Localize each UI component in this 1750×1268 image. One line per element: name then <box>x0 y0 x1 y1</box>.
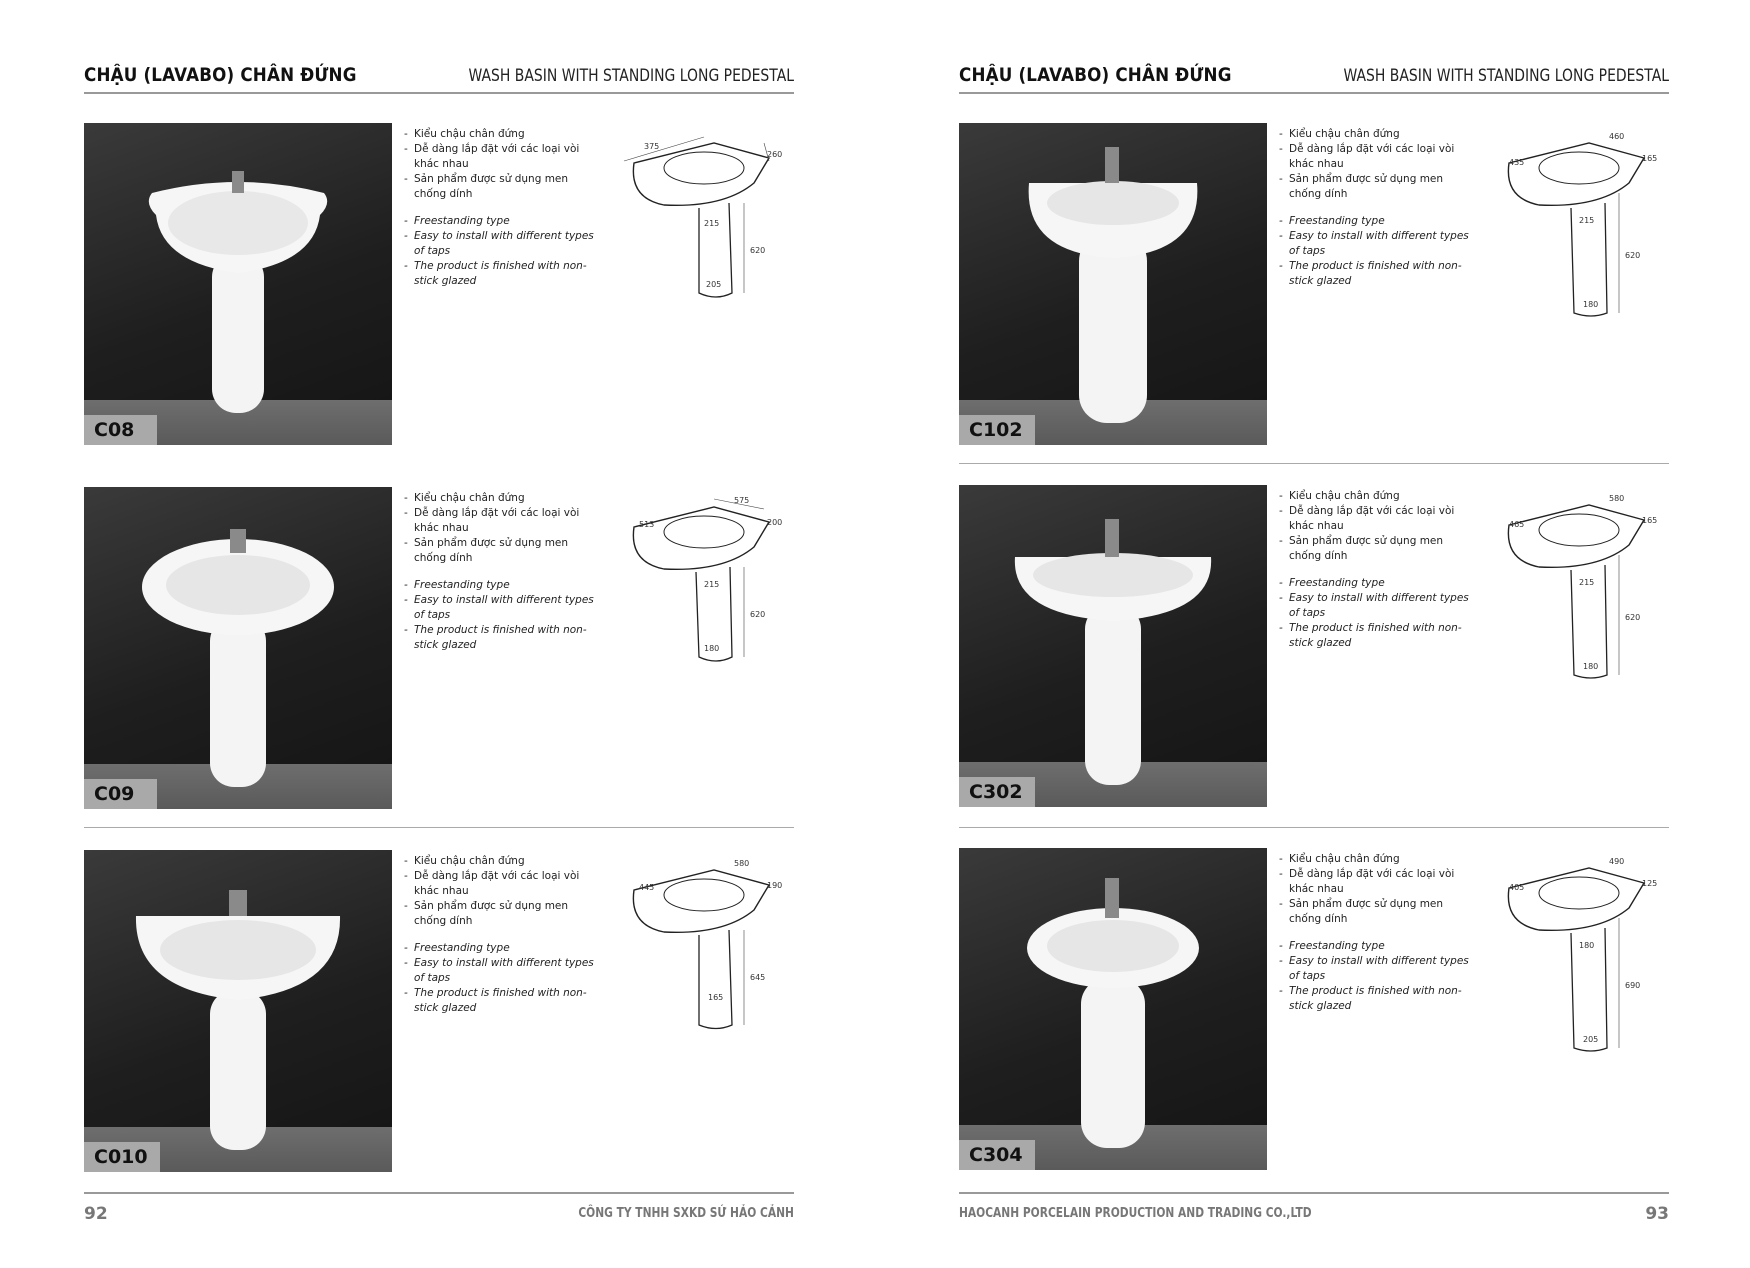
dim-depth: 260 <box>767 150 783 159</box>
dim-height: 620 <box>750 246 766 255</box>
header-title-vi: CHẬU (LAVABO) CHÂN ĐỨNG <box>959 64 1232 86</box>
basin-image <box>84 850 392 1172</box>
spec-item: - Kiểu chậu chân đứng <box>1279 852 1469 867</box>
spec-item: - Dễ dàng lắp đặt với các loại vòi khác nhau <box>1279 142 1469 172</box>
technical-drawing <box>1479 485 1669 705</box>
product-c09 <box>84 487 794 807</box>
dim-depth: 165 <box>1642 516 1658 525</box>
dim-depth: 125 <box>1642 879 1658 888</box>
dim-depth: 165 <box>1642 154 1658 163</box>
basin-image <box>84 487 392 809</box>
dim-length: 405 <box>1509 883 1525 892</box>
spec-list <box>404 127 594 289</box>
dim-width: 580 <box>734 859 750 868</box>
technical-drawing <box>1479 848 1669 1068</box>
dim-width: 580 <box>1609 494 1625 503</box>
page-header <box>84 62 794 94</box>
spec-list <box>1279 852 1469 1014</box>
spec-list <box>404 854 594 1016</box>
product-c08 <box>84 123 794 443</box>
product-photo <box>84 487 392 809</box>
spec-item: - The product is finished with non-stick glazed <box>404 623 594 653</box>
product-code: C08 <box>84 415 157 445</box>
spec-item: - The product is finished with non-stick glazed <box>404 259 594 289</box>
spec-item: - Kiểu chậu chân đứng <box>404 854 594 869</box>
dim-pedestal-base: 180 <box>1583 662 1599 671</box>
technical-drawing <box>604 850 794 1070</box>
spec-item: - Sản phẩm được sử dụng men chống dính <box>1279 172 1469 202</box>
company-name: CÔNG TY TNHH SXKD SỨ HẢO CẢNH <box>578 1206 794 1221</box>
company-name: HAOCANH PORCELAIN PRODUCTION AND TRADING CO.,LTD <box>959 1206 1312 1221</box>
product-c304 <box>959 848 1669 1168</box>
spec-item: - Freestanding type <box>1279 939 1469 954</box>
dim-pedestal-base: 205 <box>706 280 722 289</box>
dim-pedestal-top: 215 <box>704 219 720 228</box>
dim-width: 375 <box>644 142 660 151</box>
spec-item: - Dễ dàng lắp đặt với các loại vòi khác nhau <box>1279 867 1469 897</box>
dim-height: 645 <box>750 973 766 982</box>
spec-item: - Freestanding type <box>404 578 594 593</box>
dim-pedestal-top: 215 <box>1579 216 1595 225</box>
spec-item: - The product is finished with non-stick glazed <box>1279 621 1469 651</box>
section-divider <box>959 463 1669 464</box>
dim-height: 620 <box>1625 613 1641 622</box>
header-title-en: WASH BASIN WITH STANDING LONG PEDESTAL <box>1343 66 1669 86</box>
product-code: C302 <box>959 777 1035 807</box>
spec-item: - Kiểu chậu chân đứng <box>404 491 594 506</box>
dim-pedestal-base: 165 <box>708 993 724 1002</box>
basin-image <box>959 848 1267 1170</box>
section-divider <box>959 827 1669 828</box>
page-footer <box>84 1192 794 1222</box>
dim-pedestal-top: 215 <box>1579 578 1595 587</box>
product-code: C010 <box>84 1142 160 1172</box>
spec-item: - Freestanding type <box>1279 576 1469 591</box>
spec-item: - The product is finished with non-stick glazed <box>1279 984 1469 1014</box>
product-photo <box>84 123 392 445</box>
spec-item: - Kiểu chậu chân đứng <box>1279 127 1469 142</box>
page-header <box>959 62 1669 94</box>
header-title-en: WASH BASIN WITH STANDING LONG PEDESTAL <box>468 66 794 86</box>
dim-length: 465 <box>1509 520 1525 529</box>
technical-drawing <box>1479 123 1669 343</box>
dim-length: 513 <box>639 520 655 529</box>
dim-pedestal-top: 180 <box>1579 941 1595 950</box>
product-code: C102 <box>959 415 1035 445</box>
dim-height: 620 <box>750 610 766 619</box>
product-photo <box>959 848 1267 1170</box>
header-title-vi: CHẬU (LAVABO) CHÂN ĐỨNG <box>84 64 357 86</box>
dim-width: 460 <box>1609 132 1625 141</box>
dim-pedestal-base: 180 <box>704 644 720 653</box>
dim-width: 575 <box>734 496 750 505</box>
spec-item: - The product is finished with non-stick glazed <box>404 986 594 1016</box>
product-photo <box>84 850 392 1172</box>
page-footer <box>959 1192 1669 1222</box>
spec-item: - The product is finished with non-stick glazed <box>1279 259 1469 289</box>
spec-item: - Freestanding type <box>404 941 594 956</box>
spec-item: - Sản phẩm được sử dụng men chống dính <box>1279 897 1469 927</box>
dim-pedestal-base: 205 <box>1583 1035 1599 1044</box>
product-c302 <box>959 485 1669 805</box>
product-c010 <box>84 850 794 1170</box>
dim-width: 490 <box>1609 857 1625 866</box>
spec-list <box>1279 489 1469 651</box>
product-photo <box>959 123 1267 445</box>
spec-item: - Kiểu chậu chân đứng <box>404 127 594 142</box>
spec-item: - Easy to install with different types of taps <box>404 593 594 623</box>
page-number: 93 <box>1645 1204 1669 1224</box>
product-code: C09 <box>84 779 157 809</box>
dim-pedestal-base: 180 <box>1583 300 1599 309</box>
dim-depth: 200 <box>767 518 783 527</box>
dim-height: 620 <box>1625 251 1641 260</box>
basin-image <box>84 123 392 445</box>
spec-item: - Sản phẩm được sử dụng men chống dính <box>404 899 594 929</box>
technical-drawing <box>604 123 794 343</box>
spec-item: - Dễ dàng lắp đặt với các loại vòi khác nhau <box>404 142 594 172</box>
spec-item: - Easy to install with different types of taps <box>1279 229 1469 259</box>
spec-item: - Easy to install with different types of taps <box>404 229 594 259</box>
spec-item: - Sản phẩm được sử dụng men chống dính <box>404 172 594 202</box>
spec-item: - Dễ dàng lắp đặt với các loại vòi khác nhau <box>404 506 594 536</box>
basin-image <box>959 123 1267 445</box>
spec-list <box>404 491 594 653</box>
spec-item: - Easy to install with different types of taps <box>1279 954 1469 984</box>
product-photo <box>959 485 1267 807</box>
technical-drawing <box>604 487 794 707</box>
spec-list <box>1279 127 1469 289</box>
dim-length: 445 <box>639 883 655 892</box>
product-code: C304 <box>959 1140 1035 1170</box>
page-number: 92 <box>84 1204 108 1224</box>
dim-length: 435 <box>1509 158 1525 167</box>
dim-depth: 190 <box>767 881 783 890</box>
basin-image <box>959 485 1267 807</box>
spec-item: - Sản phẩm được sử dụng men chống dính <box>404 536 594 566</box>
spec-item: - Freestanding type <box>404 214 594 229</box>
dim-height: 690 <box>1625 981 1641 990</box>
right-page <box>875 0 1750 1268</box>
spec-item: - Freestanding type <box>1279 214 1469 229</box>
spec-item: - Dễ dàng lắp đặt với các loại vòi khác nhau <box>1279 504 1469 534</box>
spec-item: - Easy to install with different types of taps <box>404 956 594 986</box>
spec-item: - Easy to install with different types of taps <box>1279 591 1469 621</box>
product-c102 <box>959 123 1669 443</box>
section-divider <box>84 827 794 828</box>
spec-item: - Dễ dàng lắp đặt với các loại vòi khác nhau <box>404 869 594 899</box>
dim-pedestal-top: 215 <box>704 580 720 589</box>
spec-item: - Sản phẩm được sử dụng men chống dính <box>1279 534 1469 564</box>
spec-item: - Kiểu chậu chân đứng <box>1279 489 1469 504</box>
